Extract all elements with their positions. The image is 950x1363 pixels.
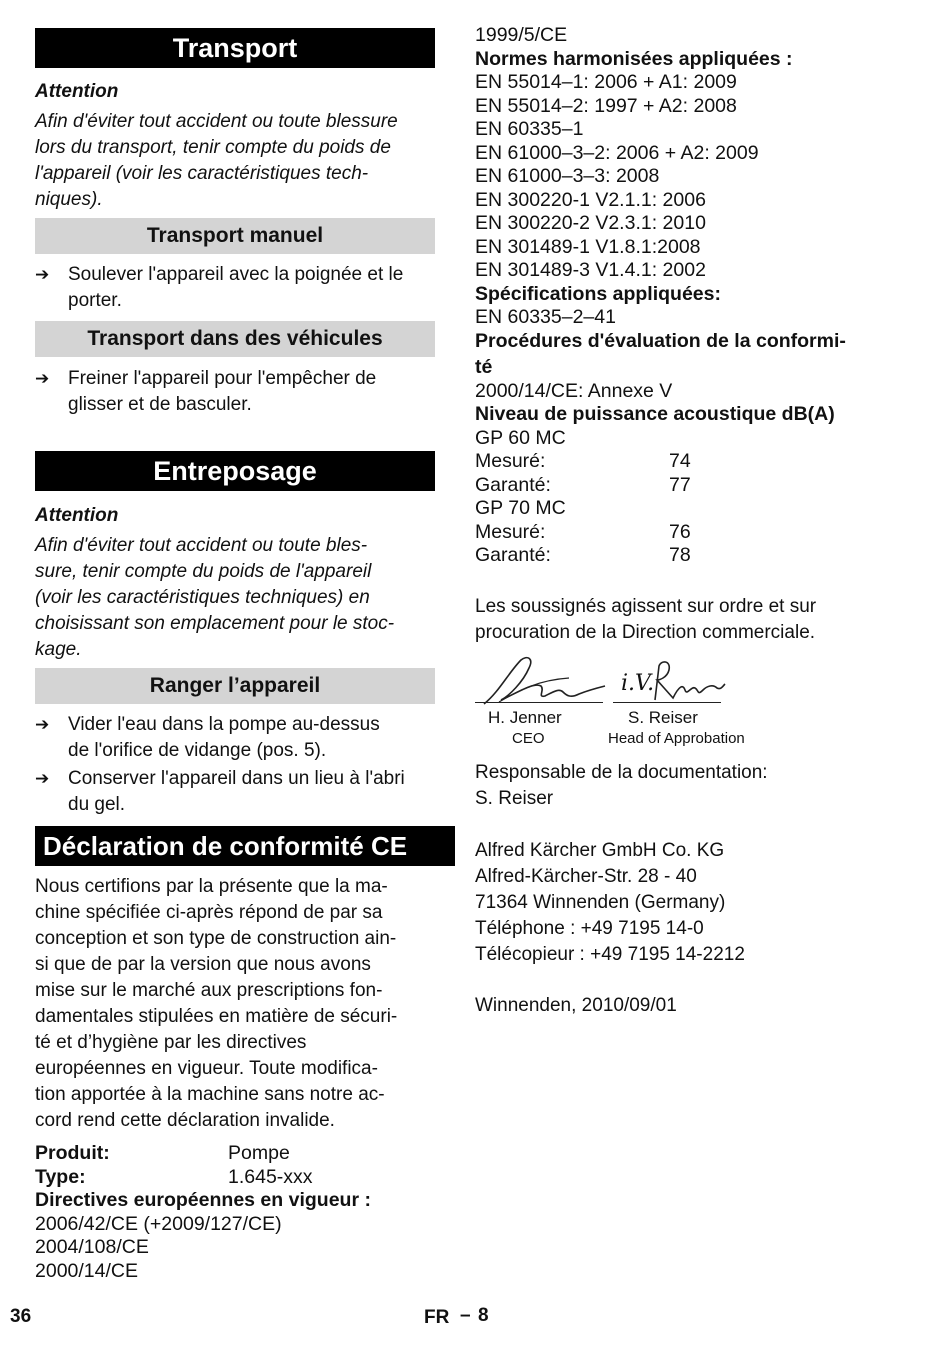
signer-name: H. Jenner (488, 708, 562, 727)
specs-value: EN 60335–2–41 (475, 306, 616, 328)
section-title-storage: Entreposage (35, 451, 435, 491)
arrow-right-icon: ➔ (35, 715, 50, 734)
section-title-declaration: Déclaration de conformité CE (35, 826, 455, 866)
procedures-label-cont: té (475, 356, 493, 378)
model-name: GP 70 MC (475, 497, 566, 519)
list-item: ➔ Soulever l'appareil avec la poignée et le porter. (35, 264, 404, 311)
declaration-text: Nous certifions par la présente que la ma- chine spécifiée ci-après répond de par sa conception et son type de construction ain- si que de par la version que nous avons mise sur le marché aux prescriptions fon- damentales stipulées en matière de sécuri- té et d’hygiène par les directives européennes en vigueur. Toute modifica- tion apportée à la machine sans notre ac- cord rend cette déclaration invalide. (35, 876, 398, 1131)
procedures-label: Procédures d'évaluation de la conformi- (475, 330, 846, 352)
list-item: ➔ Freiner l'appareil pour l'empêcher de glisser et de basculer. (35, 368, 377, 415)
signature-jenner-icon (479, 652, 609, 712)
directive-item: 2006/42/CE (+2009/127/CE) (35, 1213, 282, 1235)
list-item: ➔ Vider l'eau dans la pompe au-dessus de l'orifice de vidange (pos. 5). (35, 714, 380, 761)
subsection-title-store-device: Ranger l’appareil (35, 668, 435, 704)
procedures-value: 2000/14/CE: Annexe V (475, 380, 673, 402)
signer-name: S. Reiser (628, 708, 698, 727)
transport-warning: Afin d'éviter tout accident ou toute blessure lors du transport, tenir compte du poids de l'appareil (voir les caractéristiques tech- niques). (35, 111, 398, 210)
signers-text: Les soussignés agissent sur ordre et sur procuration de la Direction commerciale. (475, 596, 817, 643)
directive-item: 1999/5/CE (475, 24, 568, 46)
norm-item: EN 301489-3 V1.4.1: 2002 (475, 259, 706, 281)
signer-role: Head of Approbation (608, 730, 745, 747)
norm-item: EN 61000–3–2: 2006 + A2: 2009 (475, 142, 759, 164)
arrow-right-icon: ➔ (35, 769, 50, 788)
signature-line (613, 702, 721, 703)
address-block: Alfred Kärcher GmbH Co. KG Alfred-Kärcher-Str. 28 - 40 71364 Winnenden (Germany) Téléphone : +49 7195 14-0 Télécopieur : +49 7195 14-2212 (475, 840, 745, 965)
norm-item: EN 300220-2 V2.3.1: 2010 (475, 212, 706, 234)
footer-dash: – (460, 1305, 471, 1326)
norm-item: EN 55014–2: 1997 + A2: 2008 (475, 95, 737, 117)
directives-label: Directives européennes en vigueur : (35, 1189, 371, 1211)
norms-label: Normes harmonisées appliquées : (475, 48, 793, 70)
footer-lang: FR (424, 1307, 450, 1328)
norm-item: EN 60335–1 (475, 118, 584, 140)
storage-warning: Afin d'éviter tout accident ou toute bles- sure, tenir compte du poids de l'appareil (voir les caractéristiques techniques) en choisissant son emplacement pour le stoc- kage. (35, 535, 395, 660)
signature-prefix: i.V. (621, 671, 655, 696)
signer-role: CEO (512, 730, 545, 747)
section-title-transport: Transport (35, 28, 435, 68)
sound-level-label: Niveau de puissance acoustique dB(A) (475, 403, 835, 425)
subsection-title-manual-transport: Transport manuel (35, 218, 435, 254)
subsection-title-vehicle-transport: Transport dans des véhicules (35, 321, 435, 357)
footer-sub-page: 8 (478, 1305, 489, 1326)
attention-label: Attention (35, 81, 119, 102)
arrow-right-icon: ➔ (35, 265, 50, 284)
page-number: 36 (10, 1306, 32, 1327)
signature-reiser-icon (647, 656, 727, 706)
specs-label: Spécifications appliquées: (475, 283, 721, 305)
norm-item: EN 301489-1 V1.8.1:2008 (475, 236, 701, 258)
list-item: ➔ Conserver l'appareil dans un lieu à l'abri du gel. (35, 768, 405, 815)
attention-label: Attention (35, 505, 119, 526)
directive-item: 2004/108/CE (35, 1236, 149, 1258)
doc-responsible: Responsable de la documentation: S. Reiser (475, 762, 768, 809)
place-date: Winnenden, 2010/09/01 (475, 995, 677, 1016)
norm-item: EN 55014–1: 2006 + A1: 2009 (475, 71, 737, 93)
model-name: GP 60 MC (475, 427, 566, 449)
directive-item: 2000/14/CE (35, 1260, 138, 1282)
arrow-right-icon: ➔ (35, 369, 50, 388)
norm-item: EN 300220-1 V2.1.1: 2006 (475, 189, 706, 211)
norm-item: EN 61000–3–3: 2008 (475, 165, 660, 187)
signature-line (475, 702, 603, 703)
